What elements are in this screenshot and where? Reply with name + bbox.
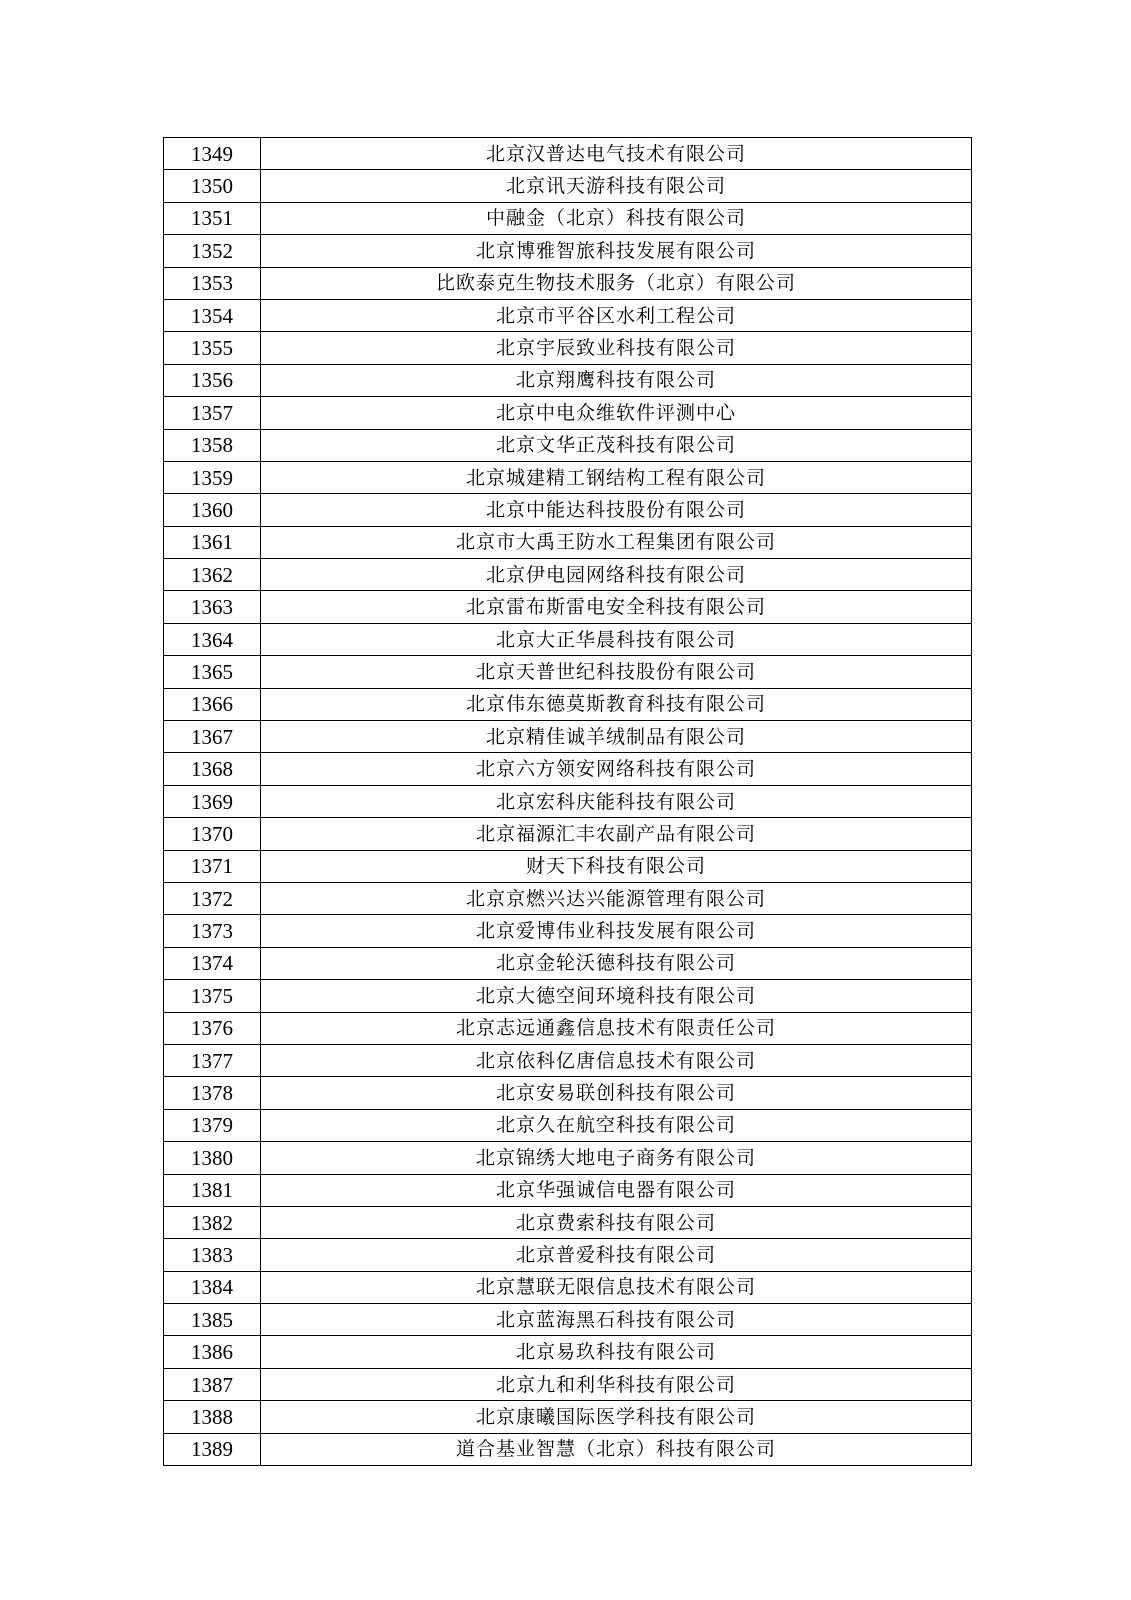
table-row xyxy=(164,235,972,267)
table-row xyxy=(164,1109,972,1141)
table-row xyxy=(164,494,972,526)
company-name: 北京市大禹王防水工程集团有限公司 xyxy=(261,526,972,558)
row-number: 1361 xyxy=(164,526,261,558)
row-number: 1373 xyxy=(164,915,261,947)
company-name: 北京志远通鑫信息技术有限责任公司 xyxy=(261,1012,972,1044)
company-name: 北京六方领安网络科技有限公司 xyxy=(261,753,972,785)
row-number: 1387 xyxy=(164,1368,261,1400)
row-number: 1353 xyxy=(164,267,261,299)
company-list-body xyxy=(164,138,972,1466)
row-number: 1385 xyxy=(164,1304,261,1336)
company-name: 北京城建精工钢结构工程有限公司 xyxy=(261,461,972,493)
table-row xyxy=(164,202,972,234)
row-number: 1355 xyxy=(164,332,261,364)
table-row xyxy=(164,1044,972,1076)
company-name: 北京华强诚信电器有限公司 xyxy=(261,1174,972,1206)
table-row xyxy=(164,138,972,170)
row-number: 1362 xyxy=(164,559,261,591)
company-name: 北京中能达科技股份有限公司 xyxy=(261,494,972,526)
company-name: 北京博雅智旅科技发展有限公司 xyxy=(261,235,972,267)
row-number: 1382 xyxy=(164,1206,261,1238)
table-row xyxy=(164,267,972,299)
row-number: 1388 xyxy=(164,1401,261,1433)
table-row xyxy=(164,170,972,202)
table-row xyxy=(164,332,972,364)
row-number: 1379 xyxy=(164,1109,261,1141)
row-number: 1365 xyxy=(164,656,261,688)
row-number: 1368 xyxy=(164,753,261,785)
company-name: 北京汉普达电气技术有限公司 xyxy=(261,138,972,170)
row-number: 1381 xyxy=(164,1174,261,1206)
company-name: 北京康曦国际医学科技有限公司 xyxy=(261,1401,972,1433)
table-row xyxy=(164,753,972,785)
company-name: 北京慧联无限信息技术有限公司 xyxy=(261,1271,972,1303)
table-row xyxy=(164,1271,972,1303)
row-number: 1371 xyxy=(164,850,261,882)
table-row xyxy=(164,429,972,461)
table-row xyxy=(164,299,972,331)
row-number: 1364 xyxy=(164,623,261,655)
row-number: 1389 xyxy=(164,1433,261,1465)
row-number: 1367 xyxy=(164,721,261,753)
company-name: 北京文华正茂科技有限公司 xyxy=(261,429,972,461)
row-number: 1352 xyxy=(164,235,261,267)
table-row xyxy=(164,1012,972,1044)
company-name: 北京费索科技有限公司 xyxy=(261,1206,972,1238)
company-name: 北京福源汇丰农副产品有限公司 xyxy=(261,818,972,850)
table-row xyxy=(164,1336,972,1368)
row-number: 1375 xyxy=(164,980,261,1012)
company-name: 北京锦绣大地电子商务有限公司 xyxy=(261,1142,972,1174)
row-number: 1370 xyxy=(164,818,261,850)
row-number: 1369 xyxy=(164,785,261,817)
row-number: 1351 xyxy=(164,202,261,234)
table-row xyxy=(164,1401,972,1433)
company-name: 北京雷布斯雷电安全科技有限公司 xyxy=(261,591,972,623)
company-name: 北京易玖科技有限公司 xyxy=(261,1336,972,1368)
row-number: 1350 xyxy=(164,170,261,202)
table-row xyxy=(164,591,972,623)
row-number: 1357 xyxy=(164,397,261,429)
table-row xyxy=(164,1077,972,1109)
company-name: 北京久在航空科技有限公司 xyxy=(261,1109,972,1141)
company-name: 北京京燃兴达兴能源管理有限公司 xyxy=(261,882,972,914)
table-row xyxy=(164,688,972,720)
table-row xyxy=(164,526,972,558)
table-row xyxy=(164,1239,972,1271)
company-name: 北京依科亿唐信息技术有限公司 xyxy=(261,1044,972,1076)
row-number: 1356 xyxy=(164,364,261,396)
table-row xyxy=(164,623,972,655)
company-name: 北京讯天游科技有限公司 xyxy=(261,170,972,202)
table-row xyxy=(164,1142,972,1174)
table-row xyxy=(164,721,972,753)
table-row xyxy=(164,1433,972,1465)
company-name: 北京爱博伟业科技发展有限公司 xyxy=(261,915,972,947)
company-name: 北京九和利华科技有限公司 xyxy=(261,1368,972,1400)
table-row xyxy=(164,947,972,979)
row-number: 1376 xyxy=(164,1012,261,1044)
row-number: 1354 xyxy=(164,299,261,331)
table-row xyxy=(164,397,972,429)
table-row xyxy=(164,364,972,396)
table-row xyxy=(164,559,972,591)
row-number: 1349 xyxy=(164,138,261,170)
company-list-table xyxy=(163,137,972,1466)
table-row xyxy=(164,1206,972,1238)
table-row xyxy=(164,818,972,850)
company-name: 中融金（北京）科技有限公司 xyxy=(261,202,972,234)
row-number: 1378 xyxy=(164,1077,261,1109)
company-name: 北京宏科庆能科技有限公司 xyxy=(261,785,972,817)
row-number: 1366 xyxy=(164,688,261,720)
company-name: 北京金轮沃德科技有限公司 xyxy=(261,947,972,979)
row-number: 1384 xyxy=(164,1271,261,1303)
company-name: 北京普爱科技有限公司 xyxy=(261,1239,972,1271)
row-number: 1377 xyxy=(164,1044,261,1076)
row-number: 1359 xyxy=(164,461,261,493)
company-name: 北京翔鹰科技有限公司 xyxy=(261,364,972,396)
table-row xyxy=(164,785,972,817)
table-row xyxy=(164,1174,972,1206)
table-row xyxy=(164,850,972,882)
company-name: 北京大正华晨科技有限公司 xyxy=(261,623,972,655)
company-name: 道合基业智慧（北京）科技有限公司 xyxy=(261,1433,972,1465)
company-name: 比欧泰克生物技术服务（北京）有限公司 xyxy=(261,267,972,299)
company-name: 北京大德空间环境科技有限公司 xyxy=(261,980,972,1012)
company-name: 财天下科技有限公司 xyxy=(261,850,972,882)
company-name: 北京伟东德莫斯教育科技有限公司 xyxy=(261,688,972,720)
row-number: 1374 xyxy=(164,947,261,979)
table-row xyxy=(164,1368,972,1400)
row-number: 1360 xyxy=(164,494,261,526)
company-name: 北京伊电园网络科技有限公司 xyxy=(261,559,972,591)
company-name: 北京精佳诚羊绒制品有限公司 xyxy=(261,721,972,753)
row-number: 1380 xyxy=(164,1142,261,1174)
company-name: 北京安易联创科技有限公司 xyxy=(261,1077,972,1109)
company-name: 北京宇辰致业科技有限公司 xyxy=(261,332,972,364)
row-number: 1372 xyxy=(164,882,261,914)
table-row xyxy=(164,461,972,493)
company-name: 北京天普世纪科技股份有限公司 xyxy=(261,656,972,688)
company-name: 北京市平谷区水利工程公司 xyxy=(261,299,972,331)
row-number: 1383 xyxy=(164,1239,261,1271)
table-row xyxy=(164,656,972,688)
company-name: 北京中电众维软件评测中心 xyxy=(261,397,972,429)
row-number: 1363 xyxy=(164,591,261,623)
table-row xyxy=(164,882,972,914)
table-row xyxy=(164,1304,972,1336)
row-number: 1358 xyxy=(164,429,261,461)
table-row xyxy=(164,980,972,1012)
company-name: 北京蓝海黑石科技有限公司 xyxy=(261,1304,972,1336)
table-row xyxy=(164,915,972,947)
row-number: 1386 xyxy=(164,1336,261,1368)
